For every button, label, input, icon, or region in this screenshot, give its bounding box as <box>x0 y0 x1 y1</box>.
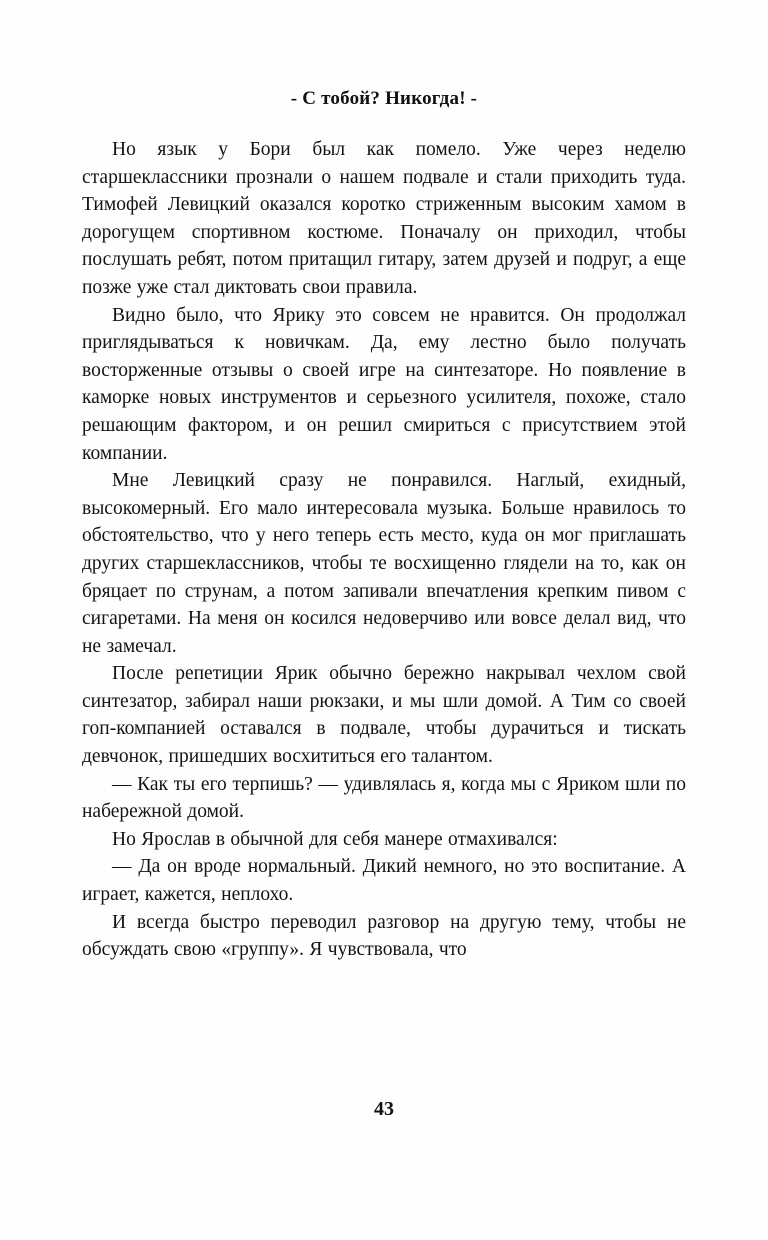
paragraph: Видно было, что Ярику это совсем не нравится. Он продолжал приглядываться к новичкам. Да, ему лестно было получать восторженные отзывы о своей игре на синтезаторе. Но появление в каморке новых инструментов и серьезного усилителя, похоже, стало решающим фактором, и он решил смириться с присутствием этой компании. <box>82 304 686 464</box>
paragraph: Но Ярослав в обычной для себя манере отмахивался: <box>112 828 558 850</box>
paragraph: — Как ты его терпишь? — удивлялась я, когда мы с Яриком шли по набережной домой. <box>82 773 686 823</box>
paragraph: — Да он вроде нормальный. Дикий немного, но это воспитание. А играет, кажется, неплохо. <box>82 856 686 906</box>
paragraph: После репетиции Ярик обычно бережно накрывал чехлом свой синтезатор, забирал наши рюкзаки, и мы шли домой. А Тим со своей гоп-компанией оставался в подвале, чтобы дурачиться и тискать девчонок, пришедших восхититься его талантом. <box>82 663 686 768</box>
body-text-block <box>82 136 686 964</box>
running-head: - С тобой? Никогда! - <box>290 88 478 109</box>
paragraph: Мне Левицкий сразу не понравился. Наглый, ехидный, высокомерный. Его мало интересовала музыка. Больше нравилось то обстоятельство, что у него теперь есть место, куда он мог приглашать других старшеклассников, чтобы те восхищенно глядели на то, как он бряцает по струнам, а потом запивали впечатления крепким пивом с сигаретами. На меня он косился недоверчиво или вовсе делал вид, что не замечал. <box>82 470 686 657</box>
paragraph: И всегда быстро переводил разговор на другую тему, чтобы не обсуждать свою «группу». Я чувствовала, что <box>82 911 686 961</box>
paragraph: Но язык у Бори был как помело. Уже через неделю старшеклассники прознали о нашем подвале и стали приходить туда. Тимофей Левицкий оказался коротко стриженным высоким хамом в дорогущем спортивном костюме. Поначалу он приходил, чтобы послушать ребят, потом притащил гитару, затем друзей и подруг, а еще позже уже стал диктовать свои правила. <box>82 139 686 298</box>
page-number: 43 <box>374 1098 394 1120</box>
